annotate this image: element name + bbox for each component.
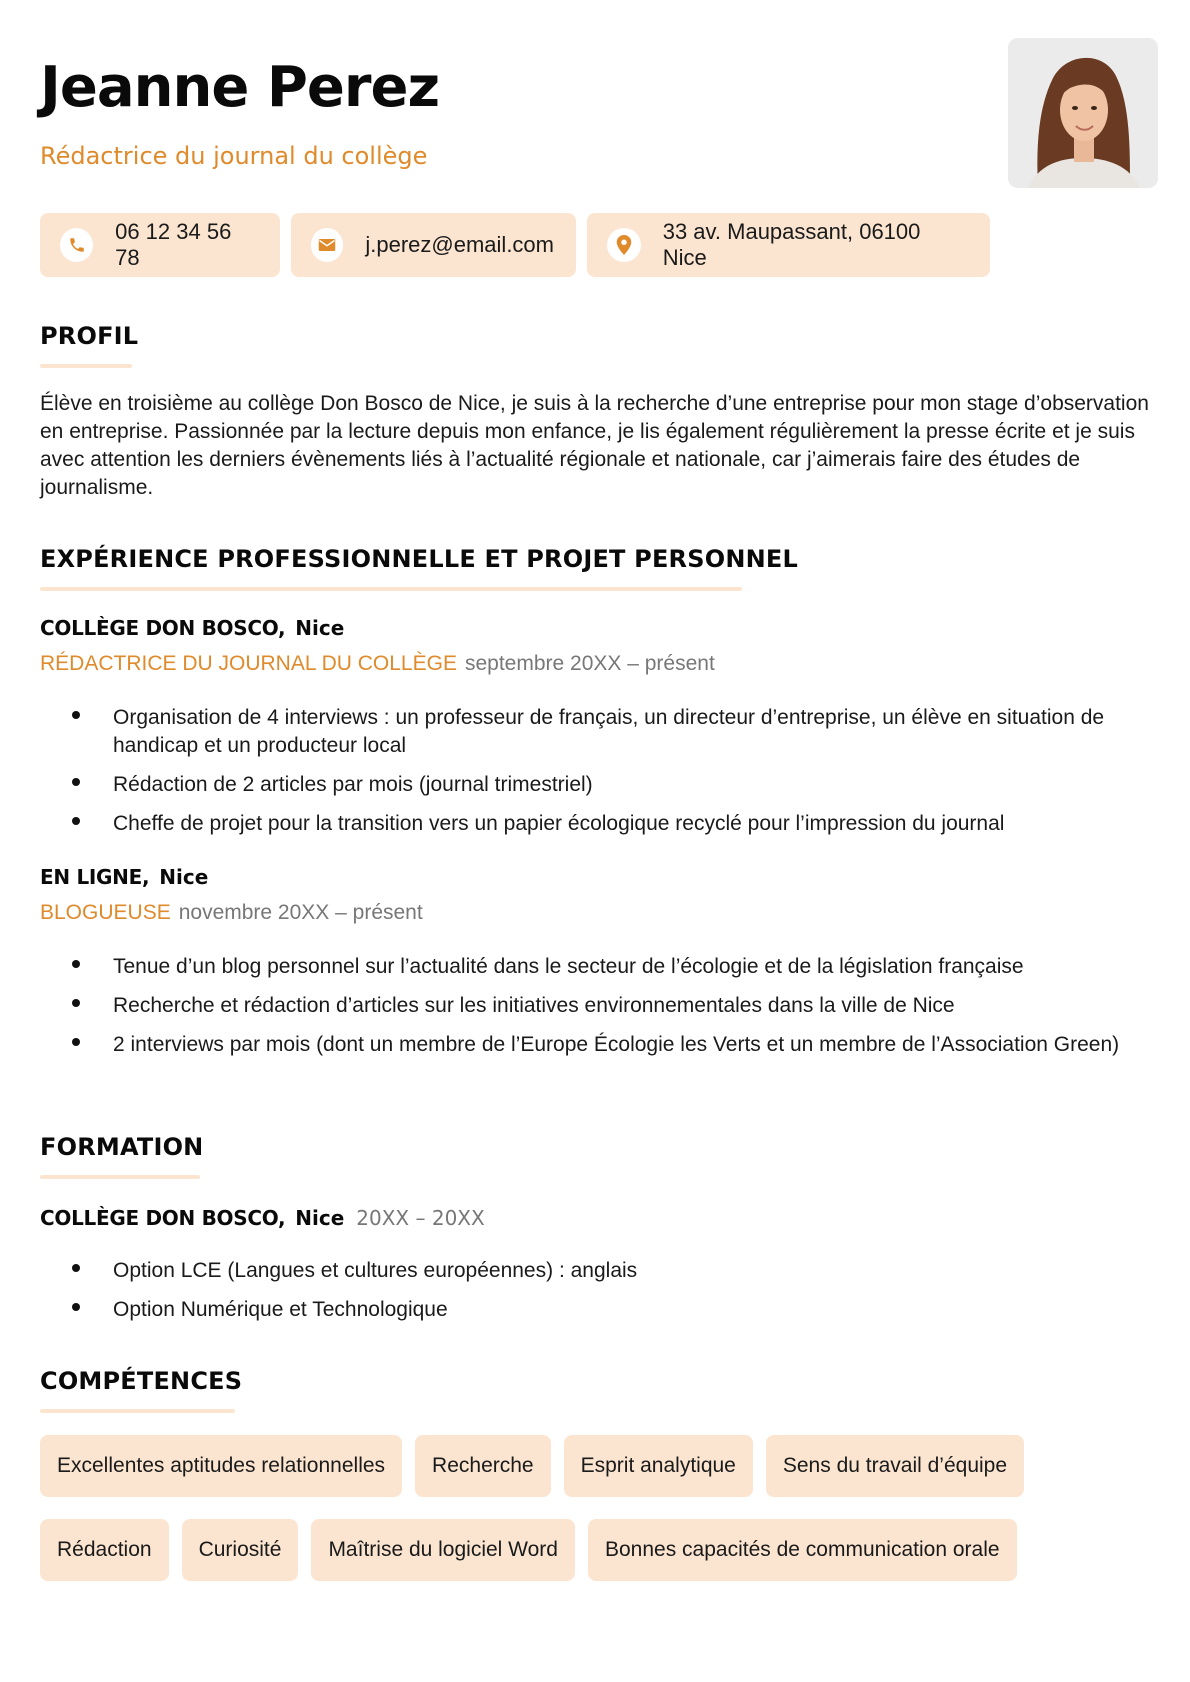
candidate-name: Jeanne Perez	[40, 55, 440, 120]
phone-number: 06 12 34 56 78	[115, 219, 232, 270]
education-org	[40, 1206, 485, 1230]
experience-2-bullets	[72, 953, 1157, 1070]
email-address: j.perez@email.com	[365, 232, 554, 257]
education-heading-underline	[40, 1175, 200, 1179]
skill-tag: Recherche	[415, 1435, 551, 1497]
role-title: BLOGUEUSE	[40, 901, 171, 924]
skill-tag: Curiosité	[182, 1519, 299, 1581]
experience-heading-underline	[40, 587, 742, 591]
postal-address: 33 av. Maupassant, 06100 Nice	[662, 219, 921, 270]
experience-2-role	[40, 901, 423, 925]
contact-email[interactable]	[291, 213, 576, 277]
education-heading: FORMATION	[40, 1133, 204, 1161]
contact-phone[interactable]	[40, 213, 280, 277]
org-city: Nice	[295, 616, 345, 640]
skill-tag: Rédaction	[40, 1519, 169, 1581]
skill-tag: Bonnes capacités de communication orale	[588, 1519, 1017, 1581]
list-item: Cheffe de projet pour la transition vers un papier écologique recyclé pour l’impression du journal	[72, 810, 1157, 838]
education-dates: 20XX – 20XX	[356, 1206, 485, 1230]
org-name: COLLÈGE DON BOSCO,	[40, 1206, 286, 1230]
role-title: RÉDACTRICE DU JOURNAL DU COLLÈGE	[40, 652, 457, 675]
skill-tag: Esprit analytique	[564, 1435, 753, 1497]
org-city: Nice	[159, 865, 209, 889]
profile-text: Élève en troisième au collège Don Bosco de Nice, je suis à la recherche d’une entreprise pour mon stage d’observation en entreprise. Passionnée par la lecture depuis mon enfance, je lis également régulièrement la presse écrite et je suis avec attention les derniers évènements liés à l’actualité régionale et nationale, car j’aimerais faire des études de journalisme.	[40, 392, 1149, 499]
skills-heading: COMPÉTENCES	[40, 1367, 243, 1395]
skills-row-1	[40, 1435, 1024, 1497]
experience-1-bullets	[72, 704, 1157, 849]
experience-heading: EXPÉRIENCE PROFESSIONNELLE ET PROJET PERSONNEL	[40, 545, 798, 573]
role-dates: novembre 20XX – présent	[178, 901, 423, 924]
skill-tag: Sens du travail d’équipe	[766, 1435, 1024, 1497]
portrait-image	[1008, 38, 1158, 188]
profile-heading: PROFIL	[40, 322, 139, 350]
list-item: Option Numérique et Technologique	[72, 1296, 1157, 1324]
skill-tag: Excellentes aptitudes relationnelles	[40, 1435, 402, 1497]
skills-row-2	[40, 1519, 1017, 1581]
profile-heading-underline	[40, 364, 132, 368]
contact-address[interactable]	[587, 213, 990, 277]
role-dates: septembre 20XX – présent	[464, 652, 715, 675]
education-bullets	[72, 1257, 1157, 1335]
skill-tag: Maîtrise du logiciel Word	[311, 1519, 575, 1581]
list-item: Recherche et rédaction d’articles sur les initiatives environnementales dans la ville de Nice	[72, 992, 1157, 1020]
list-item: Organisation de 4 interviews : un professeur de français, un directeur d’entreprise, un élève en situation de handicap et un producteur local	[72, 704, 1157, 760]
list-item: Option LCE (Langues et cultures européennes) : anglais	[72, 1257, 1157, 1285]
list-item: 2 interviews par mois (dont un membre de l’Europe Écologie les Verts et un membre de l’Association Green)	[72, 1031, 1157, 1059]
org-city: Nice	[295, 1206, 345, 1230]
experience-2-org	[40, 865, 208, 889]
phone-icon	[60, 228, 93, 262]
job-title: Rédactrice du journal du collège	[40, 142, 428, 170]
experience-1-role	[40, 652, 715, 676]
skills-heading-underline	[40, 1409, 235, 1413]
location-pin-icon	[607, 228, 641, 262]
envelope-icon	[311, 228, 343, 262]
org-name: EN LIGNE,	[40, 865, 150, 889]
profile-photo	[1008, 38, 1158, 188]
list-item: Tenue d’un blog personnel sur l’actualité dans le secteur de l’écologie et de la législation française	[72, 953, 1157, 981]
contact-bar	[40, 213, 990, 277]
list-item: Rédaction de 2 articles par mois (journal trimestriel)	[72, 771, 1157, 799]
experience-1-org	[40, 616, 344, 640]
org-name: COLLÈGE DON BOSCO,	[40, 616, 286, 640]
